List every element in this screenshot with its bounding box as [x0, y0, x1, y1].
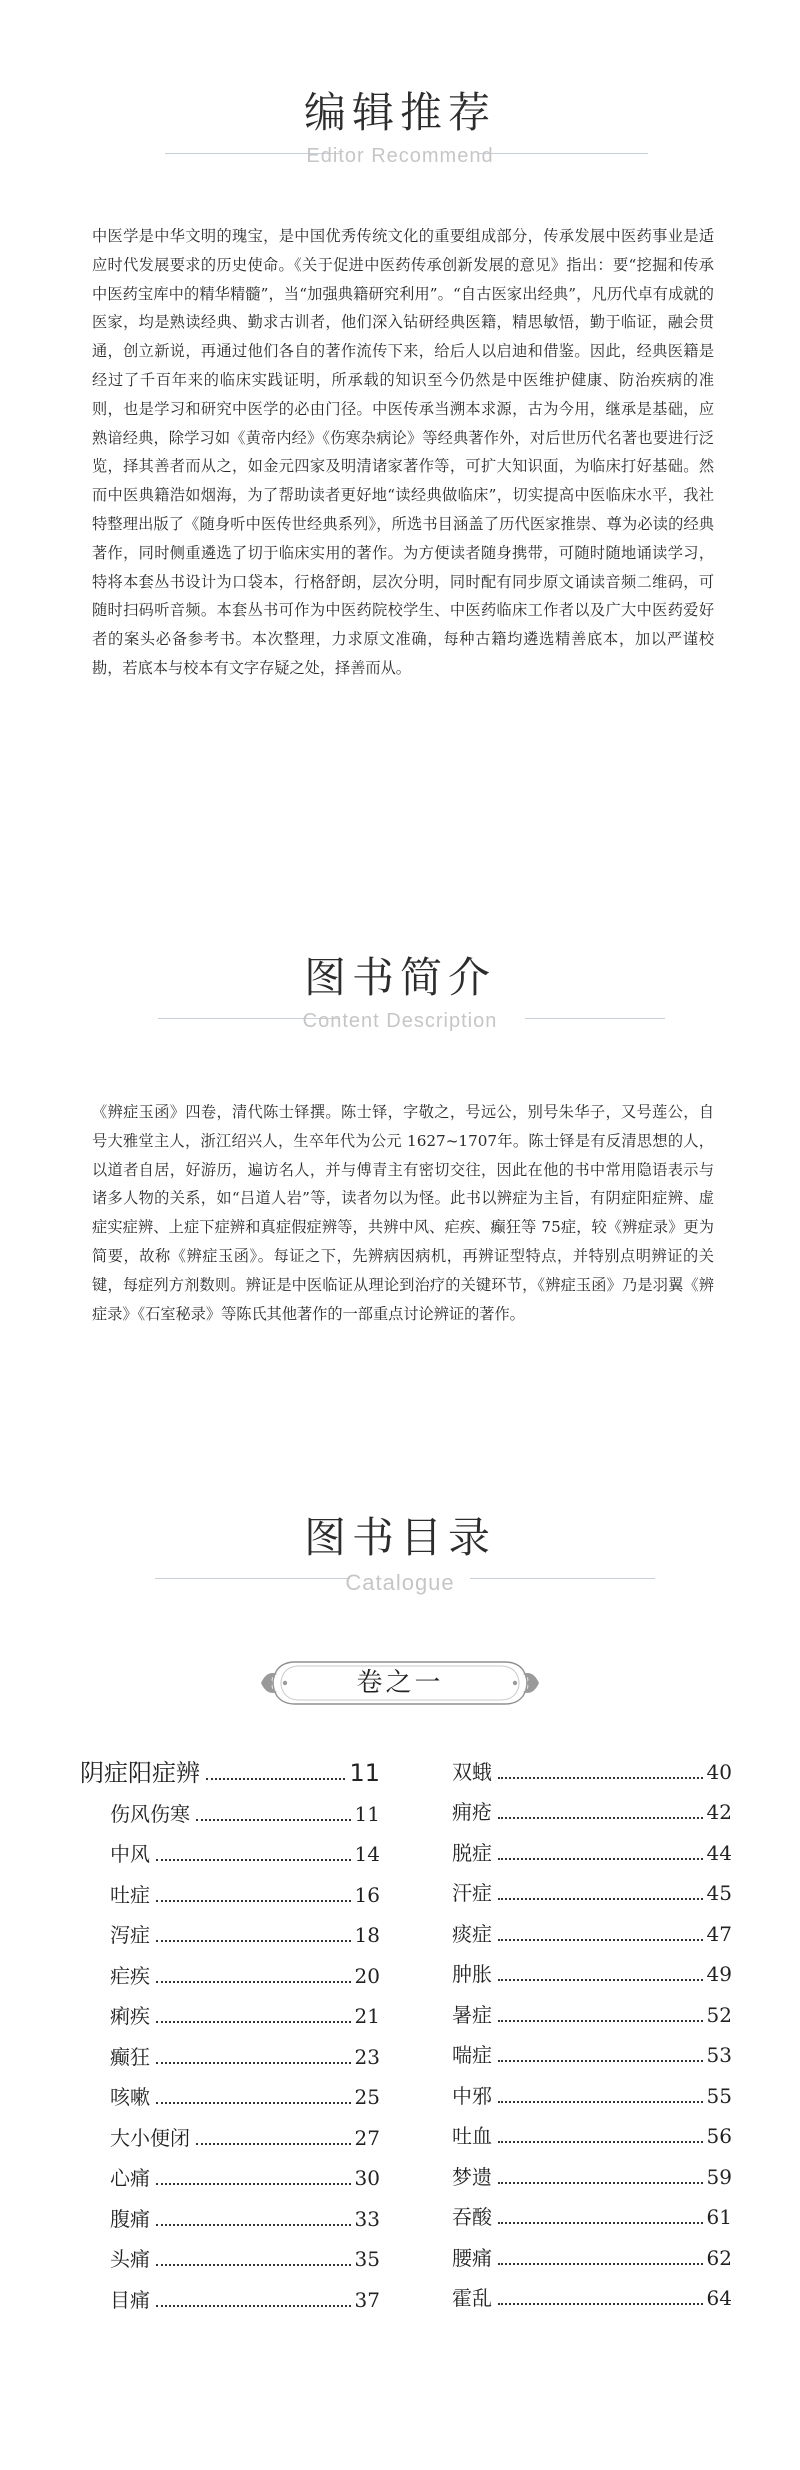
toc-dot-leader: [156, 2223, 351, 2226]
toc-page-number: 11: [349, 1759, 380, 1787]
section-subtitle-content: Content Description: [302, 1010, 498, 1032]
toc-dot-leader: [196, 1818, 351, 1821]
toc-page-number: 45: [706, 1881, 732, 1905]
toc-entry: [452, 2110, 732, 2151]
toc-entry: [80, 1990, 380, 2031]
catalogue-header: [0, 1510, 800, 1630]
toc-chapter-heading: [80, 1745, 380, 1787]
toc-dot-leader: [156, 1939, 351, 1942]
toc-entry: [80, 2192, 380, 2233]
toc-entry: [80, 2233, 380, 2274]
toc-dot-leader: [498, 1816, 703, 1819]
toc-dot-leader: [196, 2142, 351, 2145]
toc-entry-title: 大小便闭: [110, 2125, 190, 2150]
toc-dot-leader: [156, 2061, 351, 2064]
toc-entry-title: 吐症: [110, 1882, 150, 1907]
toc-dot-leader: [498, 2302, 703, 2305]
toc-entry: [80, 1909, 380, 1950]
toc-entry: [452, 2150, 732, 2191]
content-description-header: [0, 950, 800, 1070]
toc-page-number: 16: [354, 1882, 380, 1907]
toc-entry: [452, 1988, 732, 2029]
section-subtitle-catalogue: Catalogue: [345, 1570, 455, 1595]
toc-entry-title: 霍乱: [452, 2286, 492, 2310]
toc-dot-leader: [156, 1980, 351, 1983]
toc-entry-title: 目痛: [110, 2287, 150, 2312]
toc-entry: [452, 1867, 732, 1908]
toc-entry-title: 痰症: [452, 1921, 492, 1946]
toc-entry: [452, 2191, 732, 2232]
toc-page-number: 49: [706, 1962, 732, 1986]
toc-entry-title: 吐血: [452, 2124, 492, 2148]
toc-entry: [80, 2273, 380, 2314]
toc-dot-leader: [498, 2262, 703, 2265]
toc-page-number: 47: [706, 1921, 732, 1946]
toc-left-column: [80, 1745, 380, 2314]
toc-entry-title: 喘症: [452, 2043, 492, 2067]
toc-entry: [452, 1745, 732, 1786]
toc-entry-title: 咳嗽: [110, 2085, 150, 2109]
toc-entry-title: 梦遗: [452, 2164, 492, 2189]
toc-dot-leader: [498, 2221, 703, 2224]
section-title-catalogue: 图书目录: [303, 1513, 496, 1562]
toc-entry-title: 疟疾: [110, 1963, 150, 1988]
toc-dot-leader: [498, 2100, 703, 2103]
toc-page-number: 25: [354, 2085, 380, 2109]
toc-entry-title: 心痛: [110, 2166, 150, 2190]
toc-entry-title: 中邪: [452, 2083, 492, 2108]
toc-entry-title: 汗症: [452, 1881, 492, 1905]
toc-page-number: 35: [354, 2247, 380, 2271]
toc-entry-title: 中风: [110, 1842, 150, 1866]
toc-dot-leader: [206, 1777, 345, 1780]
toc-entry-title: 头痛: [110, 2247, 150, 2271]
toc-entry: [80, 2030, 380, 2071]
toc-dot-leader: [498, 1978, 703, 1981]
toc-dot-leader: [498, 2140, 703, 2143]
toc-dot-leader: [156, 1858, 351, 1861]
toc-entry: [452, 1907, 732, 1948]
toc-entry: [80, 1787, 380, 1828]
toc-dot-leader: [498, 1938, 703, 1941]
toc-entry: [452, 2069, 732, 2110]
toc-page-number: 64: [706, 2286, 732, 2310]
toc-right-column: [452, 1745, 732, 2312]
toc-entry-title: 痢疾: [110, 2004, 150, 2028]
toc-page-number: 55: [706, 2083, 732, 2108]
toc-entry: [452, 1826, 732, 1867]
toc-entry: [80, 1828, 380, 1869]
section-title-editor: 编辑推荐: [303, 88, 496, 137]
toc-entry-title: 脱症: [452, 1840, 492, 1865]
toc-page-number: 62: [706, 2245, 732, 2270]
editor-recommend-header: [0, 85, 800, 205]
toc-entry-title: 腹痛: [110, 2206, 150, 2231]
volume-banner: [255, 1656, 545, 1710]
section-title-content: 图书简介: [303, 953, 496, 1002]
toc-entry: [80, 2071, 380, 2112]
toc-entry-title: 腰痛: [452, 2245, 492, 2270]
toc-entry-title: 暑症: [452, 2002, 492, 2027]
toc-page-number: 27: [354, 2125, 380, 2150]
toc-page-number: 61: [706, 2205, 732, 2229]
toc-page-number: 37: [354, 2287, 380, 2312]
toc-dot-leader: [498, 1776, 703, 1779]
toc-dot-leader: [498, 1897, 703, 1900]
toc-page-number: 40: [706, 1759, 732, 1784]
toc-page-number: 59: [706, 2164, 732, 2189]
toc-entry: [80, 1949, 380, 1990]
toc-dot-leader: [498, 2181, 703, 2184]
toc-page-number: 56: [706, 2124, 732, 2148]
toc-dot-leader: [156, 2182, 351, 2185]
toc-entry: [452, 2272, 732, 2313]
toc-dot-leader: [498, 2059, 703, 2062]
toc-page-number: 53: [706, 2043, 732, 2067]
toc-page-number: 20: [354, 1963, 380, 1988]
toc-page-number: 21: [354, 2004, 380, 2028]
toc-entry-title: 痈疮: [452, 1800, 492, 1824]
toc-page-number: 30: [354, 2166, 380, 2190]
toc-page-number: 33: [354, 2206, 380, 2231]
toc-dot-leader: [498, 2019, 703, 2022]
toc-entry-title: 肿胀: [452, 1962, 492, 1986]
volume-label: 卷之一: [356, 1668, 444, 1698]
toc-page-number: 23: [354, 2044, 380, 2069]
toc-page-number: 18: [354, 1923, 380, 1947]
toc-page-number: 14: [354, 1842, 380, 1866]
toc-dot-leader: [156, 2020, 351, 2023]
toc-dot-leader: [156, 1899, 351, 1902]
toc-page-number: 44: [706, 1840, 732, 1865]
toc-entry-title: 吞酸: [452, 2205, 492, 2229]
toc-entry: [80, 1868, 380, 1909]
toc-dot-leader: [156, 2304, 351, 2307]
toc-entry: [452, 2029, 732, 2070]
toc-entry: [452, 1948, 732, 1989]
toc-dot-leader: [156, 2101, 351, 2104]
toc-page-number: 42: [706, 1800, 732, 1824]
toc-entry: [80, 2152, 380, 2193]
toc-entry-title: 癫狂: [110, 2044, 150, 2069]
toc-page-number: 52: [706, 2002, 732, 2027]
section-subtitle-editor: Editor Recommend: [306, 145, 494, 167]
toc-entry-title: 阴症阳症辨: [80, 1759, 200, 1787]
toc-entry-title: 泻症: [110, 1923, 150, 1947]
toc-entry-title: 双蛾: [452, 1759, 492, 1784]
toc-page-number: 11: [354, 1801, 380, 1826]
toc-entry-title: 伤风伤寒: [110, 1801, 190, 1826]
content-description-paragraph: 《辨症玉函》四卷，清代陈士铎撰。陈士铎，字敬之，号远公，别号朱华子，又号莲公，自号大雅堂主人，浙江绍兴人，生卒年代为公元 1627~1707年。陈士铎是有反清思想的人，以道者自居，好游历，遍访名人，并与傅青主有密切交往，因此在他的书中常用隐语表示与诸多人物的关系，如“吕道人岩”等，读者勿以为怪。此书以辨症为主旨，有阴症阳症辨、虚症实症辨、上症下症辨和真症假症辨等，共辨中风、疟疾、癫狂等 75症，较《辨症录》更为简要，故称《辨症玉函》。每证之下，先辨病因病机，再辨证型特点，并特别点明辨证的关键，每症列方剂数则。辨证是中医临证从理论到治疗的关键环节，《辨症玉函》乃是羽翼《辨症录》《石室秘录》等陈氏其他著作的一部重点讨论辨证的著作。: [92, 1103, 714, 1323]
toc-entry: [80, 2111, 380, 2152]
toc-dot-leader: [156, 2263, 351, 2266]
toc-entry: [452, 2231, 732, 2272]
toc-entry: [452, 1786, 732, 1827]
editor-recommend-paragraph: 中医学是中华文明的瑰宝，是中国优秀传统文化的重要组成部分，传承发展中医药事业是适应时代发展要求的历史使命。《关于促进中医药传承创新发展的意见》指出：要“挖掘和传承中医药宝库中的精华精髓”，当“加强典籍研究利用”。“自古医家出经典”，凡历代卓有成就的医家，均是熟读经典、勤求古训者，他们深入钻研经典医籍，精思敏悟，勤于临证，融会贯通，创立新说，再通过他们各自的著作流传下来，给后人以启迪和借鉴。因此，经典医籍是经过了千百年来的临床实践证明，所承载的知识至今仍然是中医维护健康、防治疾病的准则，也是学习和研究中医学的必由门径。中医传承当溯本求源，古为今用，继承是基础，应熟谙经典，除学习如《黄帝内经》《伤寒杂病论》等经典著作外，对后世历代名著也要进行泛览，择其善者而从之，如金元四家及明清诸家著作等，可扩大知识面，为临床打好基础。然而中医典籍浩如烟海，为了帮助读者更好地“读经典做临床”，切实提高中医临床水平，我社特整理出版了《随身听中医传世经典系列》，所选书目涵盖了历代医家推崇、尊为必读的经典著作，同时侧重遴选了切于临床实用的著作。为方便读者随身携带，可随时随地诵读学习，特将本套丛书设计为口袋本，行格舒朗，层次分明，同时配有同步原文诵读音频二维码，可随时扫码听音频。本套丛书可作为中医药院校学生、中医药临床工作者以及广大中医药爱好者的案头必备参考书。本次整理，力求原文准确，每种古籍均遴选精善底本，加以严谨校勘，若底本与校本有文字存疑之处，择善而从。: [92, 227, 714, 677]
toc-dot-leader: [498, 1857, 703, 1860]
